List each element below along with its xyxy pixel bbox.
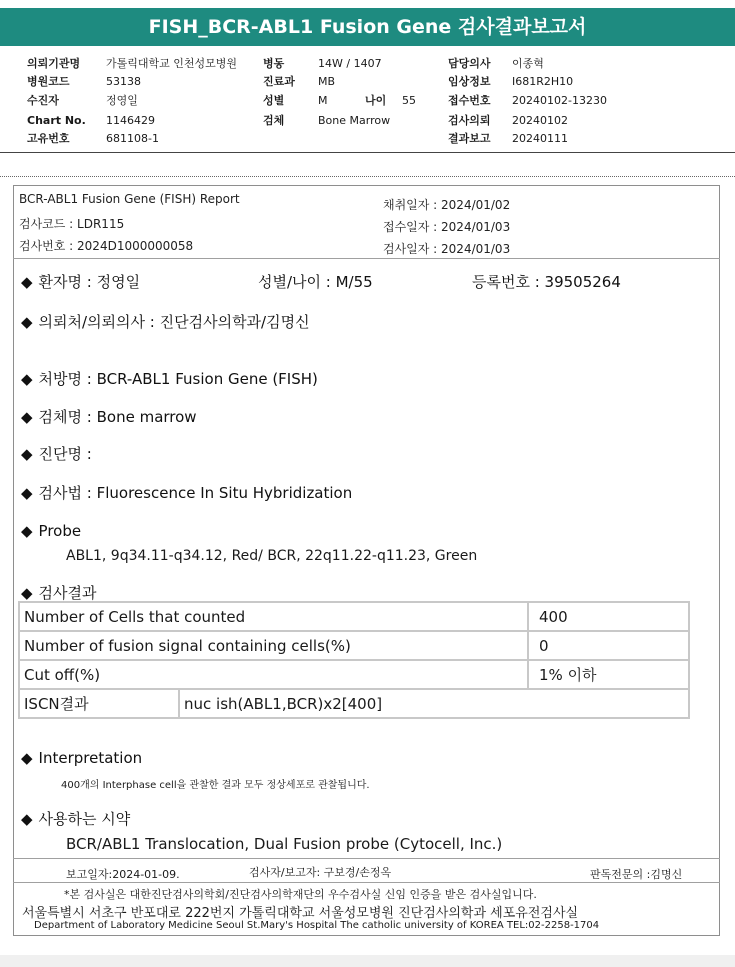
interpretation-text: 400개의 Interphase cell을 관찰한 결과 모두 정상세포로 관찰됩니다. [61, 780, 370, 791]
sex-label: 성별 [263, 94, 285, 107]
diamond-bullet-icon: ◆ [21, 408, 33, 426]
result-value: 400 [528, 602, 689, 631]
test-number: 검사번호 : 2024D1000000058 [19, 239, 194, 253]
iscn-value: nuc ish(ABL1,BCR)x2[400] [179, 689, 689, 718]
bottom-strip [0, 955, 735, 967]
iscn-label: ISCN결과 [19, 689, 179, 718]
examiner-reporter: 검사자/보고자: 구보경/손정옥 [249, 866, 392, 879]
test-method: 검사법 : Fluorescence In Situ Hybridization [38, 484, 353, 502]
table-row [19, 602, 689, 631]
reagent-title: 사용하는 시약 [38, 810, 131, 828]
receipt-no-value: 20240102-13230 [512, 94, 607, 107]
receipt-no-label: 접수번호 [448, 94, 491, 107]
test-code: 검사코드 : LDR115 [19, 217, 125, 231]
age-value: 55 [402, 94, 416, 107]
chart-no-value: 1146429 [106, 114, 155, 127]
header-divider-dotted [0, 176, 735, 177]
referrer: 의뢰처/의뢰의사 : 진단검사의학과/김명신 [38, 313, 310, 331]
specimen-label: 검체 [263, 114, 285, 127]
clinical-info-label: 임상정보 [448, 75, 491, 88]
report-name: BCR-ABL1 Fusion Gene (FISH) Report [19, 192, 240, 206]
result-date-value: 20240111 [512, 132, 568, 145]
diamond-bullet-icon: ◆ [21, 273, 33, 291]
address-korean: 서울특별시 서초구 반포대로 222번지 가톨릭대학교 서울성모병원 진단검사의학과 세포유전검사실 [22, 906, 579, 921]
reagent-text: BCR/ABL1 Translocation, Dual Fusion probe (Cytocell, Inc.) [66, 835, 503, 853]
patient-label: 수진자 [27, 94, 59, 107]
patient-row [21, 271, 140, 292]
registration-number: 등록번호 : 39505264 [472, 273, 621, 291]
report-date: 보고일자:2024-01-09. [66, 868, 180, 881]
table-row [19, 689, 689, 718]
result-title-row [21, 582, 97, 603]
interpretation-row [21, 749, 142, 767]
result-title: 검사결과 [38, 584, 97, 602]
age-label: 나이 [365, 94, 387, 107]
diamond-bullet-icon: ◆ [21, 810, 33, 828]
address-english: Department of Laboratory Medicine Seoul St.Mary's Hospital The catholic university of KOREA TEL:02-2258-1704 [34, 920, 600, 931]
clinical-info-value: I681R2H10 [512, 75, 574, 88]
report-header-divider [13, 258, 720, 259]
diamond-bullet-icon: ◆ [21, 584, 33, 602]
patient-value: 정영일 [106, 94, 138, 107]
table-row [19, 631, 689, 660]
specimen-value: Bone Marrow [318, 114, 391, 127]
result-label: Cut off(%) [19, 660, 528, 689]
diagnosis: 진단명 : [38, 445, 92, 463]
result-value: 0 [528, 631, 689, 660]
sex-age: 성별/나이 : M/55 [258, 273, 373, 291]
certification-note: *본 검사실은 대한진단검사의학회/진단검사의학재단의 우수검사실 신임 인증을 받은 검사실입니다. [64, 888, 537, 901]
referring-institution-label: 의뢰기관명 [27, 57, 81, 70]
interpretation-title: Interpretation [38, 749, 143, 767]
prescription: 처방명 : BCR-ABL1 Fusion Gene (FISH) [38, 370, 318, 388]
physician-value: 이종혁 [512, 57, 544, 70]
result-date-label: 결과보고 [448, 132, 491, 145]
chart-no-label: Chart No. [27, 114, 86, 127]
results-table [18, 601, 690, 719]
table-row [19, 660, 689, 689]
result-value: 1% 이하 [528, 660, 689, 689]
received-date: 접수일자 : 2024/01/03 [383, 220, 511, 234]
department-label: 진료과 [263, 75, 295, 88]
specimen-name: 검체명 : Bone marrow [38, 408, 197, 426]
result-label: Number of Cells that counted [19, 602, 528, 631]
result-label: Number of fusion signal containing cells(%) [19, 631, 528, 660]
diamond-bullet-icon: ◆ [21, 522, 33, 540]
unique-no-label: 고유번호 [27, 132, 70, 145]
probe-detail: ABL1, 9q34.11-q34.12, Red/ BCR, 22q11.22-q11.23, Green [66, 548, 478, 564]
unique-no-value: 681108-1 [106, 132, 159, 145]
method-row [21, 482, 352, 503]
report-cert-divider [13, 882, 720, 883]
diamond-bullet-icon: ◆ [21, 445, 33, 463]
diamond-bullet-icon: ◆ [21, 749, 33, 767]
sex-value: M [318, 94, 328, 107]
reagent-row [21, 808, 130, 829]
prescription-row [21, 368, 318, 389]
physician-label: 담당의사 [448, 57, 491, 70]
referrer-row [21, 311, 310, 332]
diamond-bullet-icon: ◆ [21, 370, 33, 388]
report-footer-divider [13, 858, 720, 859]
reading-specialist: 판독전문의 :김명신 [590, 868, 683, 881]
ward-label: 병동 [263, 57, 285, 70]
probe-row [21, 522, 81, 540]
patient-name: 환자명 : 정영일 [38, 273, 141, 291]
request-date-label: 검사의뢰 [448, 114, 491, 127]
report-title: FISH_BCR-ABL1 Fusion Gene 검사결과보고서 [0, 8, 735, 46]
request-date-value: 20240102 [512, 114, 568, 127]
diamond-bullet-icon: ◆ [21, 313, 33, 331]
referring-institution-value: 가톨릭대학교 인천성모병원 [106, 57, 238, 70]
probe-title: Probe [38, 522, 82, 540]
hospital-code-value: 53138 [106, 75, 141, 88]
specimen-row [21, 406, 197, 427]
ward-value: 14W / 1407 [318, 57, 382, 70]
department-value: MB [318, 75, 336, 88]
diagnosis-row [21, 443, 92, 464]
collected-date: 채취일자 : 2024/01/02 [383, 198, 511, 212]
header-divider [0, 152, 735, 153]
diamond-bullet-icon: ◆ [21, 484, 33, 502]
tested-date: 검사일자 : 2024/01/03 [383, 242, 511, 256]
hospital-code-label: 병원코드 [27, 75, 70, 88]
